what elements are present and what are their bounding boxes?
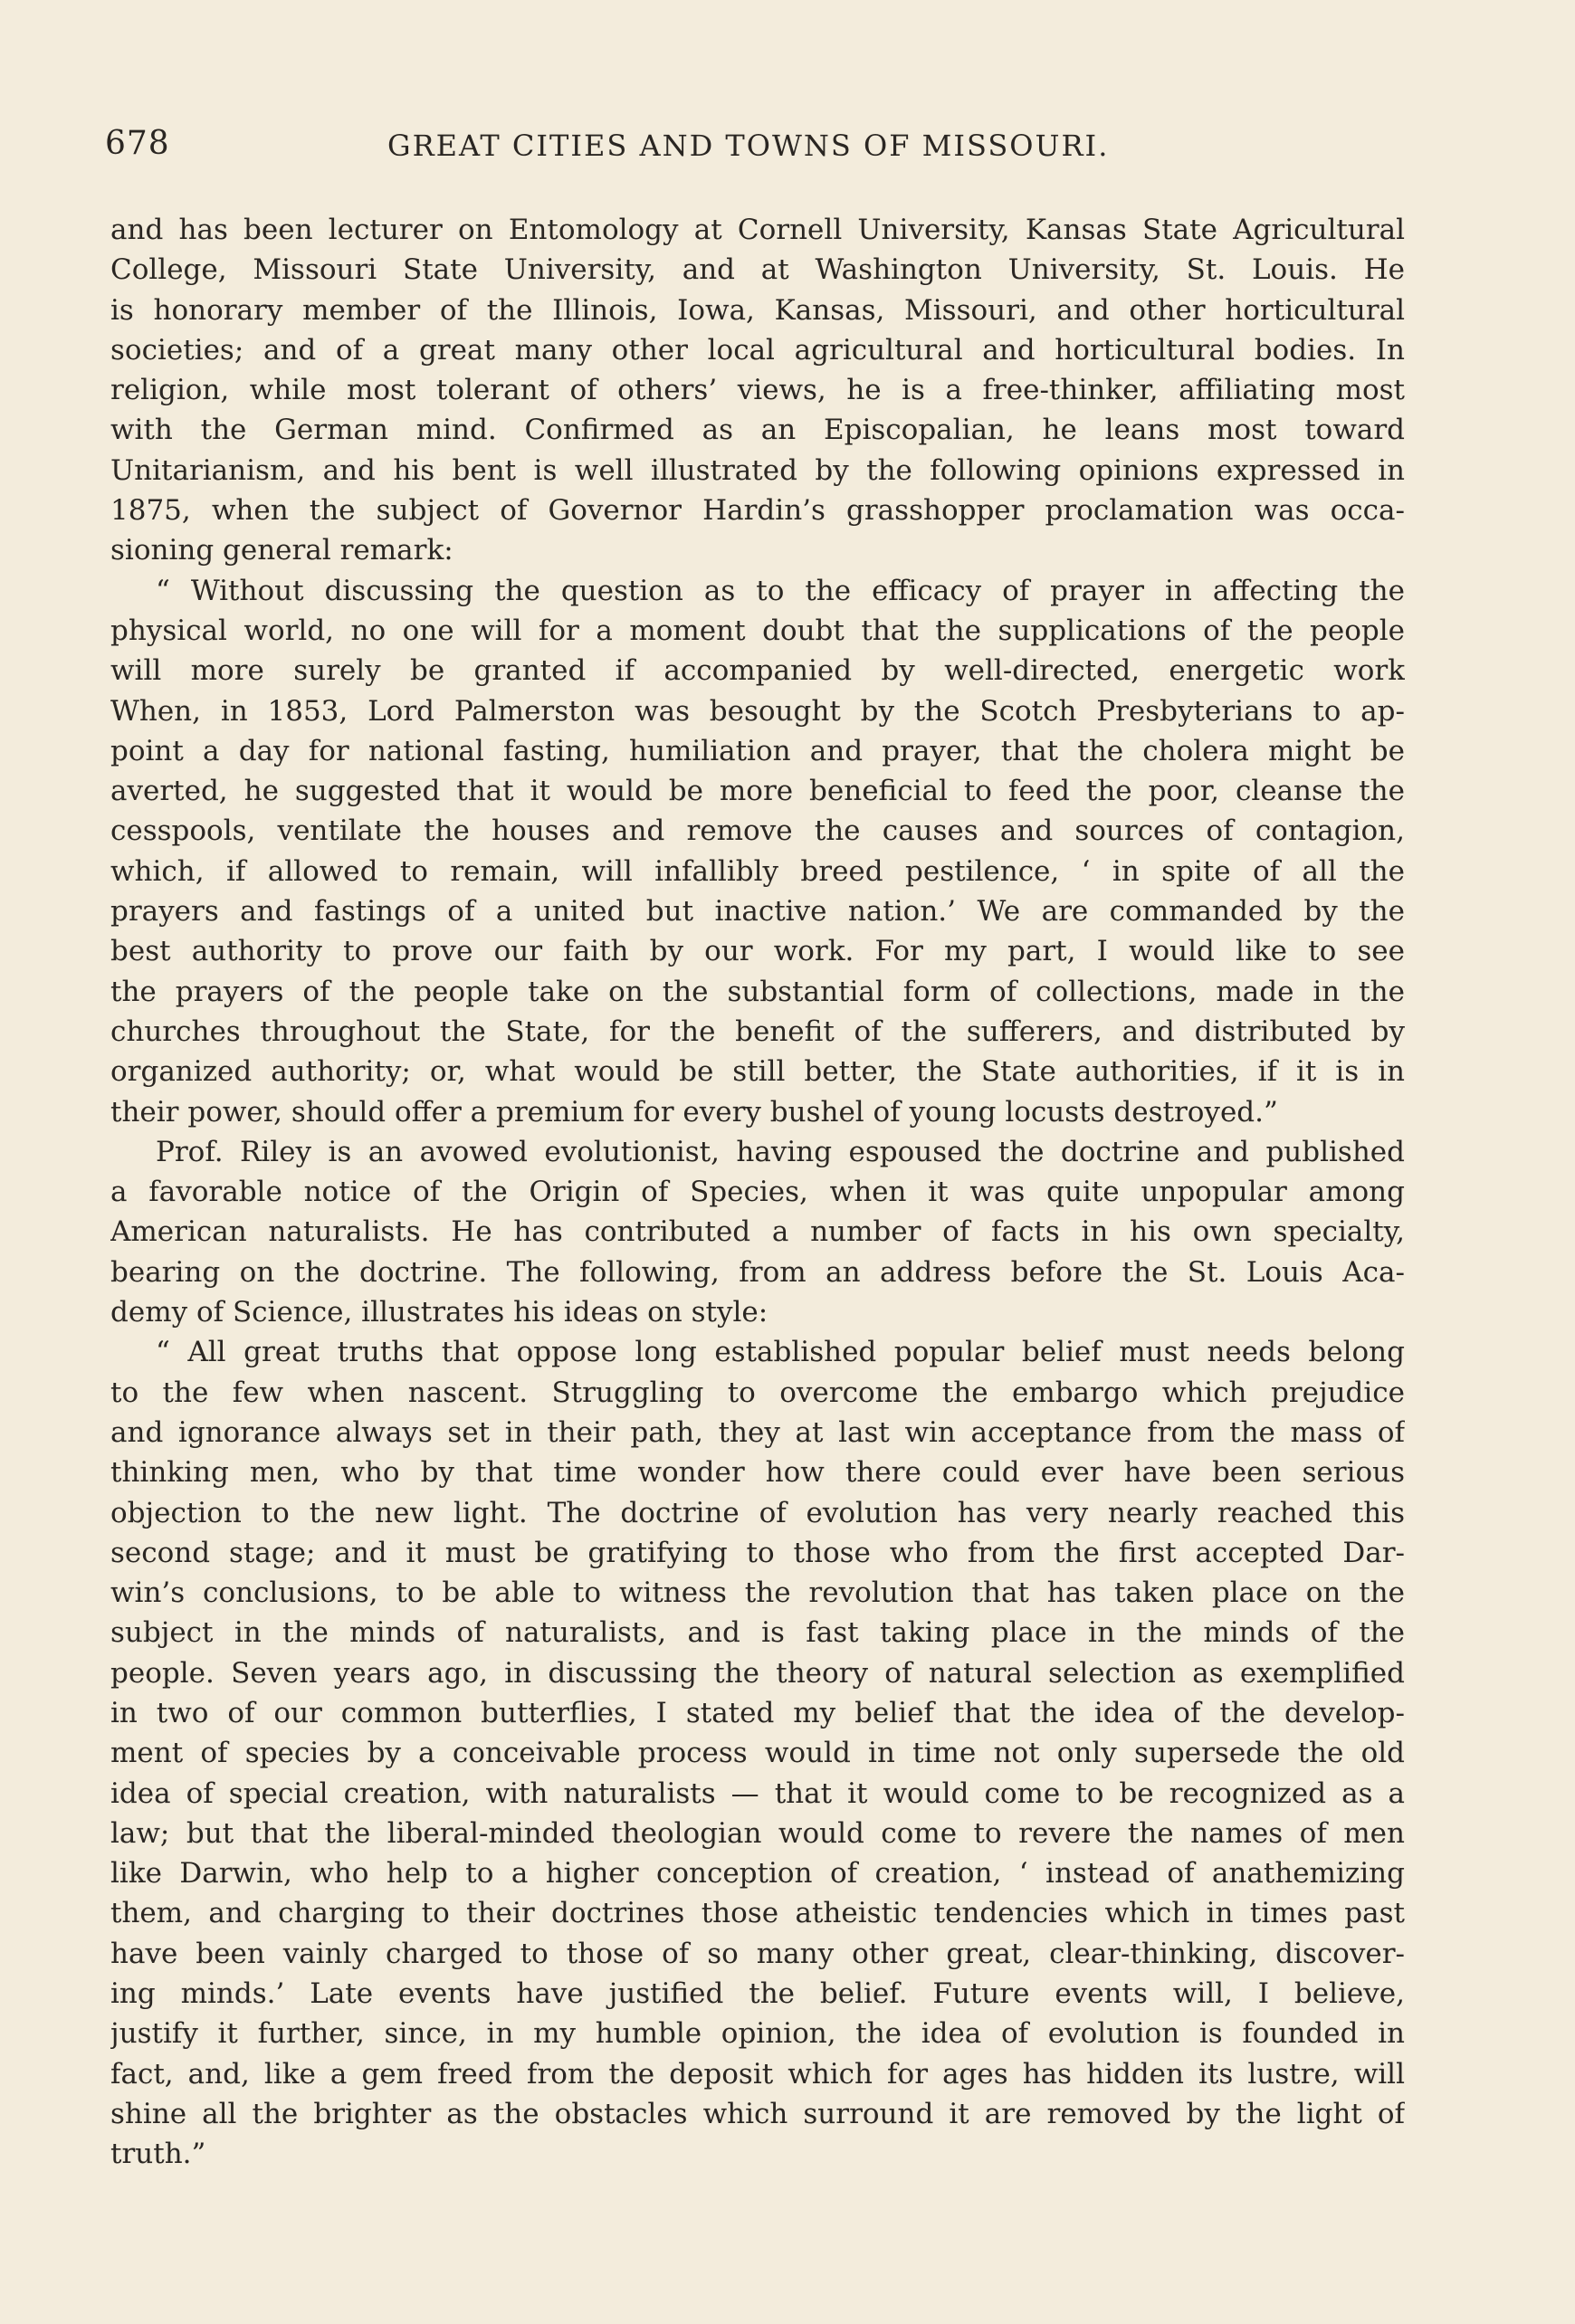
text-line: subject in the minds of naturalists, and is fast taking place in the minds of the [110, 1616, 1405, 1650]
text-line: law; but that the liberal-minded theologian would come to revere the names of men [110, 1816, 1405, 1850]
text-line: and has been lecturer on Entomology at Cornell University, Kansas State Agricultural [110, 214, 1405, 246]
text-line: objection to the new light. The doctrine of evolution has very nearly reached this [110, 1496, 1405, 1529]
text-line: which, if allowed to remain, will infallibly breed pestilence, ‘ in spite of all the [110, 854, 1405, 888]
text-line: American naturalists. He has contributed a number of facts in his own specialty, [110, 1215, 1405, 1249]
text-line: the prayers of the people take on the substantial form of collections, made in the [110, 975, 1405, 1008]
paragraph [110, 1332, 1405, 2174]
page-number: 678 [105, 125, 170, 162]
text-line: with the German mind. Confirmed as an Episcopalian, he leans most toward [110, 414, 1405, 447]
text-line: societies; and of a great many other local agricultural and horticultural bodies. In [110, 333, 1405, 367]
text-line: justify it further, since, in my humble opinion, the idea of evolution is founded in [110, 2017, 1405, 2051]
text-line: best authority to prove our faith by our work. For my part, I would like to see [110, 935, 1405, 968]
text-line: to the few when nascent. Struggling to overcome the embargo which prejudice [110, 1376, 1405, 1409]
text-line: ing minds.’ Late events have justified the belief. Future events will, I believe, [110, 1977, 1405, 2011]
text-line: religion, while most tolerant of others’ views, he is a free-thinker, affiliating most [110, 374, 1405, 407]
page-header [105, 125, 1408, 179]
text-line: When, in 1853, Lord Palmerston was besought by the Scotch Presbyterians to ap- [110, 694, 1405, 728]
text-line: ment of species by a conceivable process would in time not only supersede the old [110, 1737, 1405, 1770]
text-line: thinking men, who by that time wonder how there could ever have been serious [110, 1456, 1405, 1490]
text-line: truth.” [110, 2138, 206, 2171]
text-line: “ All great truths that oppose long established popular belief must needs belong [156, 1336, 1405, 1369]
paragraph [110, 1132, 1405, 1332]
text-line: sioning general remark: [110, 534, 453, 567]
text-line: second stage; and it must be gratifying to those who from the first accepted Dar- [110, 1536, 1405, 1569]
text-line: them, and charging to their doctrines those atheistic tendencies which in times past [110, 1897, 1405, 1930]
text-line: demy of Science, illustrates his ideas on style: [110, 1296, 768, 1329]
text-line: fact, and, like a gem freed from the deposit which for ages has hidden its lustre, will [110, 2057, 1405, 2091]
text-line: physical world, no one will for a moment doubt that the supplications of the people [110, 614, 1405, 647]
text-line: College, Missouri State University, and at Washington University, St. Louis. He [110, 253, 1405, 287]
text-line: win’s conclusions, to be able to witness the revolution that has taken place on the [110, 1576, 1405, 1610]
text-line: idea of special creation, with naturalists — that it would come to be recognized as a [110, 1776, 1405, 1810]
text-line: prayers and fastings of a united but inactive nation.’ We are commanded by the [110, 895, 1405, 929]
text-line: point a day for national fasting, humiliation and prayer, that the cholera might be [110, 734, 1405, 767]
text-line: churches throughout the State, for the benefit of the sufferers, and distributed by [110, 1014, 1405, 1048]
text-line: Unitarianism, and his bent is well illustrated by the following opinions expressed in [110, 453, 1405, 487]
text-line: like Darwin, who help to a higher conception of creation, ‘ instead of anathemizing [110, 1857, 1405, 1891]
text-line: will more surely be granted if accompanied by well-directed, energetic work [110, 654, 1405, 688]
text-line: shine all the brighter as the obstacles which surround it are removed by the light of [110, 2097, 1405, 2130]
text-line: averted, he suggested that it would be more beneficial to feed the poor, cleanse the [110, 775, 1405, 808]
running-title: GREAT CITIES AND TOWNS OF MISSOURI. [387, 129, 1110, 163]
text-line: their power, should offer a premium for every bushel of young locusts destroyed.” [110, 1095, 1278, 1129]
text-line: a favorable notice of the Origin of Species, when it was quite unpopular among [110, 1176, 1405, 1209]
text-line: 1875, when the subject of Governor Hardin’s grasshopper proclamation was occa- [110, 494, 1405, 528]
text-line: people. Seven years ago, in discussing the theory of natural selection as exemplified [110, 1656, 1405, 1690]
text-line: and ignorance always set in their path, they at last win acceptance from the mass of [110, 1415, 1405, 1449]
body-text [110, 210, 1405, 2175]
text-line: organized authority; or, what would be still better, the State authorities, if it is in [110, 1055, 1405, 1089]
paragraph [110, 210, 1405, 571]
text-line: “ Without discussing the question as to the efficacy of prayer in affecting the [156, 574, 1405, 607]
text-line: Prof. Riley is an avowed evolutionist, having espoused the doctrine and published [156, 1135, 1405, 1168]
text-line: in two of our common butterflies, I stated my belief that the idea of the develop- [110, 1696, 1405, 1729]
text-line: bearing on the doctrine. The following, from an address before the St. Louis Aca- [110, 1255, 1405, 1289]
text-line: have been vainly charged to those of so many other great, clear-thinking, discover- [110, 1937, 1405, 1970]
paragraph [110, 571, 1405, 1132]
text-line: cesspools, ventilate the houses and remove the causes and sources of contagion, [110, 814, 1405, 848]
text-line: is honorary member of the Illinois, Iowa, Kansas, Missouri, and other horticultural [110, 293, 1405, 327]
